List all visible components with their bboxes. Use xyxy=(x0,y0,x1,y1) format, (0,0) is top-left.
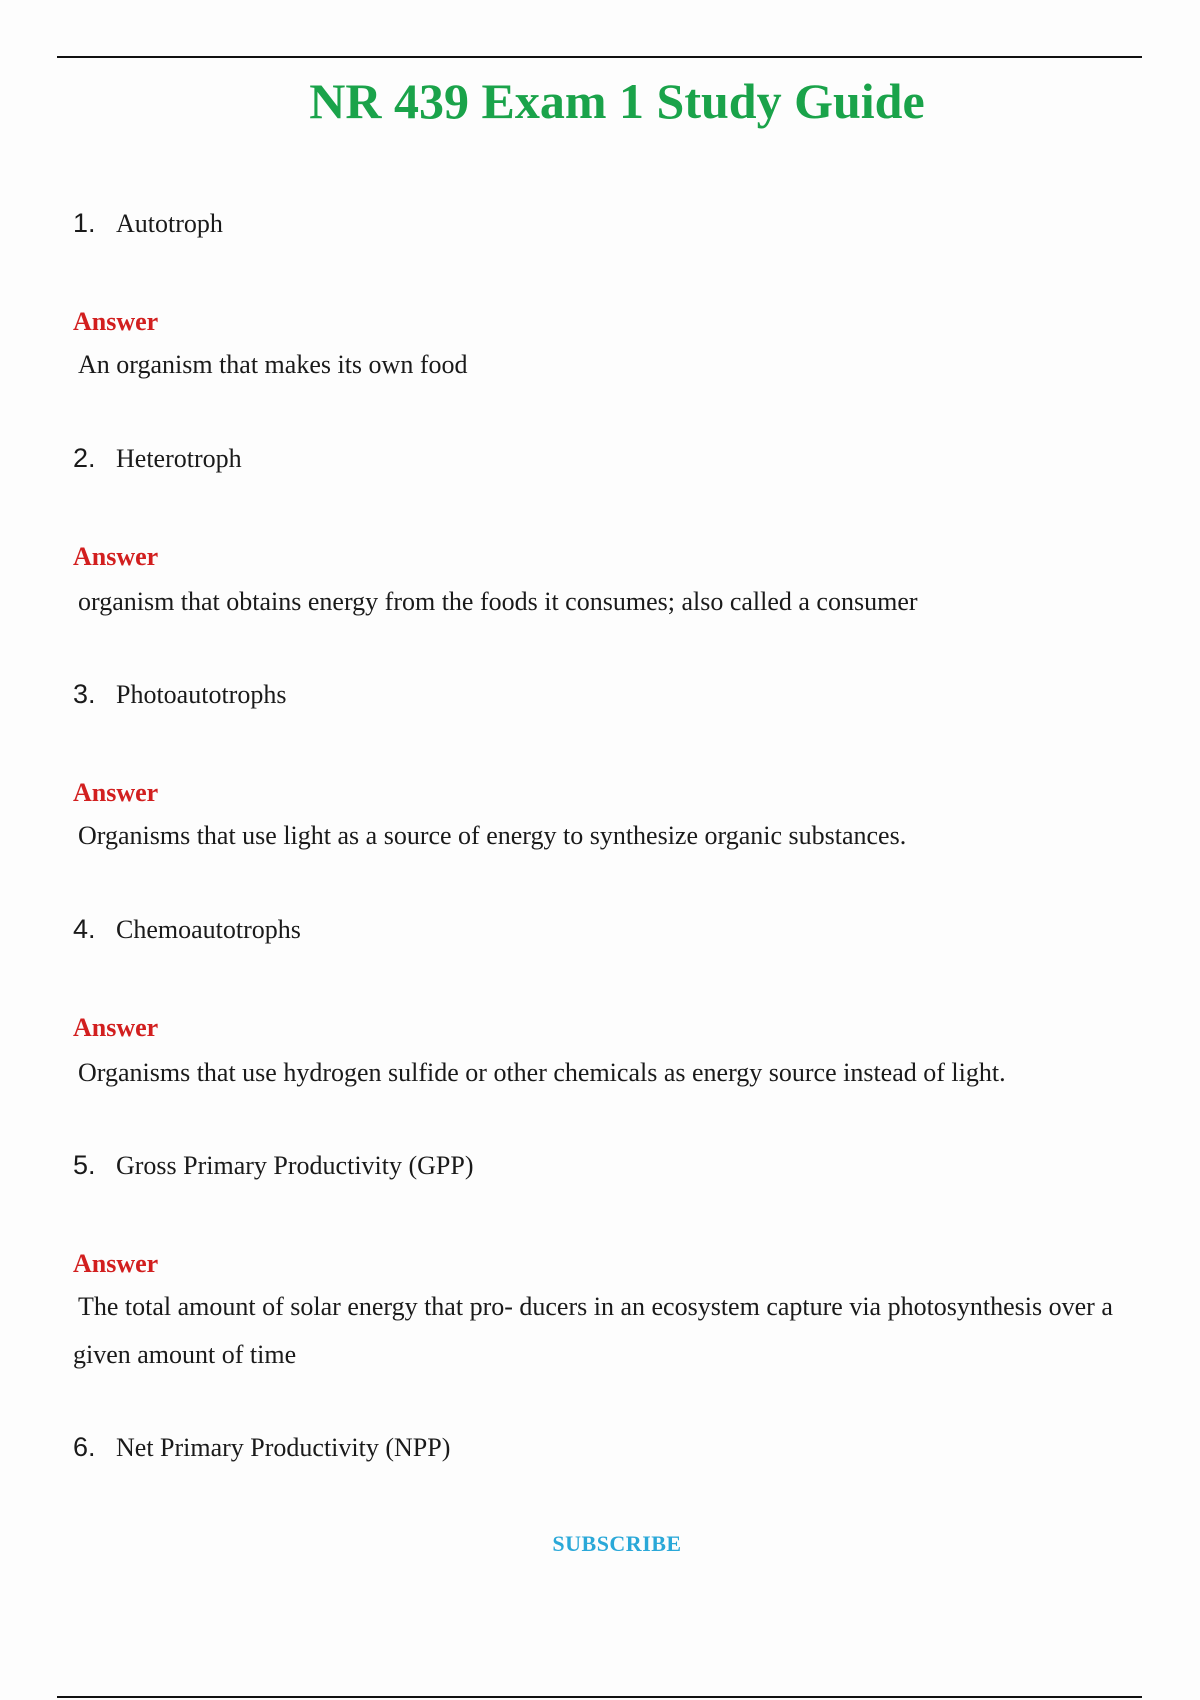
question-4 xyxy=(73,914,301,945)
question-number: 3. xyxy=(73,679,96,709)
question-3 xyxy=(73,679,286,710)
answer-label: Answer xyxy=(73,778,159,807)
question-number: 4. xyxy=(73,914,96,944)
answer-label: Answer xyxy=(73,542,159,571)
question-term: Gross Primary Productivity (GPP) xyxy=(116,1151,474,1180)
question-number: 5. xyxy=(73,1150,96,1180)
question-number: 6. xyxy=(73,1432,96,1462)
question-term: Net Primary Productivity (NPP) xyxy=(116,1433,451,1462)
question-5 xyxy=(73,1150,474,1181)
question-term: Photoautotrophs xyxy=(116,680,287,709)
question-1 xyxy=(73,208,223,239)
answer-text: organism that obtains energy from the foods it consumes; also called a consumer xyxy=(78,587,918,616)
answer-label: Answer xyxy=(73,1249,159,1278)
question-term: Chemoautotrophs xyxy=(116,915,301,944)
question-number: 1. xyxy=(73,208,96,238)
answer-label: Answer xyxy=(73,1013,159,1042)
answer-text: An organism that makes its own food xyxy=(78,350,468,379)
question-2 xyxy=(73,443,242,474)
question-term: Autotroph xyxy=(116,209,223,238)
top-rule xyxy=(57,56,1142,58)
answer-text: The total amount of solar energy that pro- ducers in an ecosystem capture via photosynthesis over a given amount of time xyxy=(73,1292,1113,1369)
answer-text: Organisms that use light as a source of energy to synthesize organic substances. xyxy=(78,821,907,850)
answer-label: Answer xyxy=(73,307,159,336)
question-term: Heterotroph xyxy=(116,444,242,473)
bottom-rule xyxy=(57,1696,1142,1698)
question-number: 2. xyxy=(73,443,96,473)
question-6 xyxy=(73,1432,450,1463)
page-title: NR 439 Exam 1 Study Guide xyxy=(309,73,925,129)
answer-text: Organisms that use hydrogen sulfide or other chemicals as energy source instead of light. xyxy=(78,1058,1006,1087)
subscribe-link[interactable]: SUBSCRIBE xyxy=(552,1531,682,1556)
